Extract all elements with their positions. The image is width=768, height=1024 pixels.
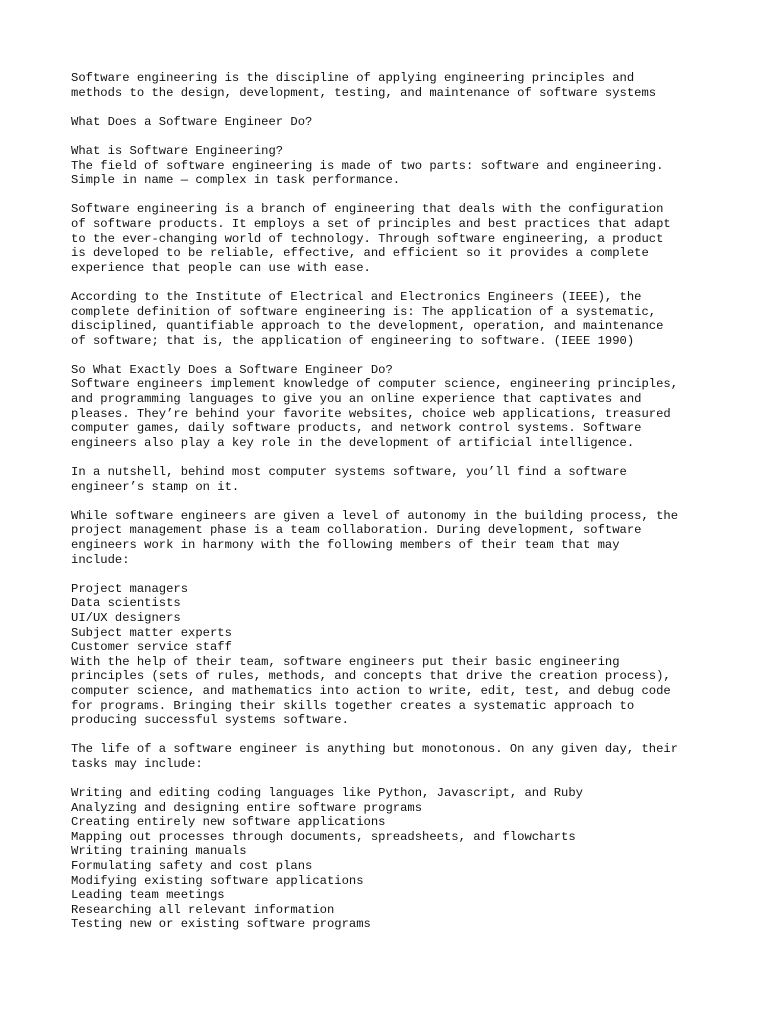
text-line: and programming languages to give you an online experience that captivates and [71, 392, 642, 407]
text-line: tasks may include: [71, 756, 203, 771]
text-line: engineers also play a key role in the development of artificial intelligence. [71, 435, 635, 450]
nutshell-paragraph [71, 465, 711, 494]
text-line: In a nutshell, behind most computer systems software, you’ll find a software [71, 465, 627, 480]
text-line: computer games, daily software products, and network control systems. Software [71, 421, 642, 436]
text-line: With the help of their team, software engineers put their basic engineering [71, 654, 620, 669]
text-line: to the ever-changing world of technology. Through software engineering, a product [71, 231, 664, 246]
intro-paragraph [71, 71, 711, 100]
ieee-paragraph [71, 290, 711, 348]
document-page [71, 71, 711, 947]
text-line: include: [71, 552, 130, 567]
text-line: is developed to be reliable, effective, and efficient so it provides a complete [71, 246, 649, 261]
text-line: Subject matter experts [71, 625, 232, 640]
text-line: of software products. It employs a set of principles and best practices that adapt [71, 216, 671, 231]
text-line: Software engineers implement knowledge of computer science, engineering principles, [71, 377, 679, 392]
text-line: UI/UX designers [71, 610, 181, 625]
autonomy-paragraph [71, 509, 711, 567]
text-line: Writing training manuals [71, 844, 247, 859]
text-line: What is Software Engineering? [71, 143, 284, 158]
text-line: experience that people can use with ease. [71, 260, 371, 275]
life-paragraph [71, 742, 711, 771]
text-line: Project managers [71, 581, 189, 596]
text-line: methods to the design, development, testing, and maintenance of software systems [71, 85, 657, 100]
text-line: Analyzing and designing entire software programs [71, 800, 423, 815]
text-line: Writing and editing coding languages like Python, Javascript, and Ruby [71, 786, 583, 801]
text-line: Formulating safety and cost plans [71, 859, 313, 874]
text-line: Simple in name — complex in task performance. [71, 173, 401, 188]
text-line: Researching all relevant information [71, 902, 335, 917]
text-line: Leading team meetings [71, 888, 225, 903]
text-line: producing successful systems software. [71, 713, 349, 728]
text-line: According to the Institute of Electrical and Electronics Engineers (IEEE), the [71, 289, 642, 304]
text-line: engineers work in harmony with the following members of their team that may [71, 538, 620, 552]
text-line: Testing new or existing software programs [71, 917, 371, 932]
text-line: Customer service staff [71, 640, 232, 655]
text-line: complete definition of software engineering is: The application of a systematic, [71, 304, 657, 319]
what-exactly-section [71, 363, 711, 451]
text-line: Data scientists [71, 596, 181, 611]
text-line: of software; that is, the application of engineering to software. (IEEE 1990) [71, 333, 635, 348]
section-heading-what-does [71, 115, 711, 130]
text-line: disciplined, quantifiable approach to the development, operation, and maintenance [71, 319, 664, 334]
tasks-list [71, 786, 711, 932]
team-members-and-principles [71, 582, 711, 728]
text-line: principles (sets of rules, methods, and concepts that drive the creation process), [71, 669, 671, 684]
text-line: Creating entirely new software applications [71, 815, 386, 830]
text-line: Software engineering is a branch of engineering that deals with the configuration [71, 202, 664, 217]
text-line: Modifying existing software applications [71, 873, 364, 888]
text-line: project management phase is a team collaboration. During development, software [71, 523, 642, 538]
text-line: for programs. Bringing their skills together creates a systematic approach to [71, 698, 635, 713]
text-line: So What Exactly Does a Software Engineer Do? [71, 362, 393, 377]
text-line: The field of software engineering is made of two parts: software and engineering. [71, 158, 664, 173]
text-line: Software engineering is the discipline of applying engineering principles and [71, 71, 635, 85]
what-is-section [71, 144, 711, 188]
text-line: engineer’s stamp on it. [71, 479, 240, 494]
text-line: The life of a software engineer is anything but monotonous. On any given day, their [71, 742, 679, 757]
text-line: computer science, and mathematics into action to write, edit, test, and debug code [71, 683, 671, 698]
text-line: While software engineers are given a level of autonomy in the building process, the [71, 508, 679, 523]
text-line: Mapping out processes through documents, spreadsheets, and flowcharts [71, 829, 576, 844]
branch-paragraph [71, 202, 711, 275]
text-line: pleases. They’re behind your favorite websites, choice web applications, treasured [71, 406, 671, 421]
text-line: What Does a Software Engineer Do? [71, 114, 313, 129]
